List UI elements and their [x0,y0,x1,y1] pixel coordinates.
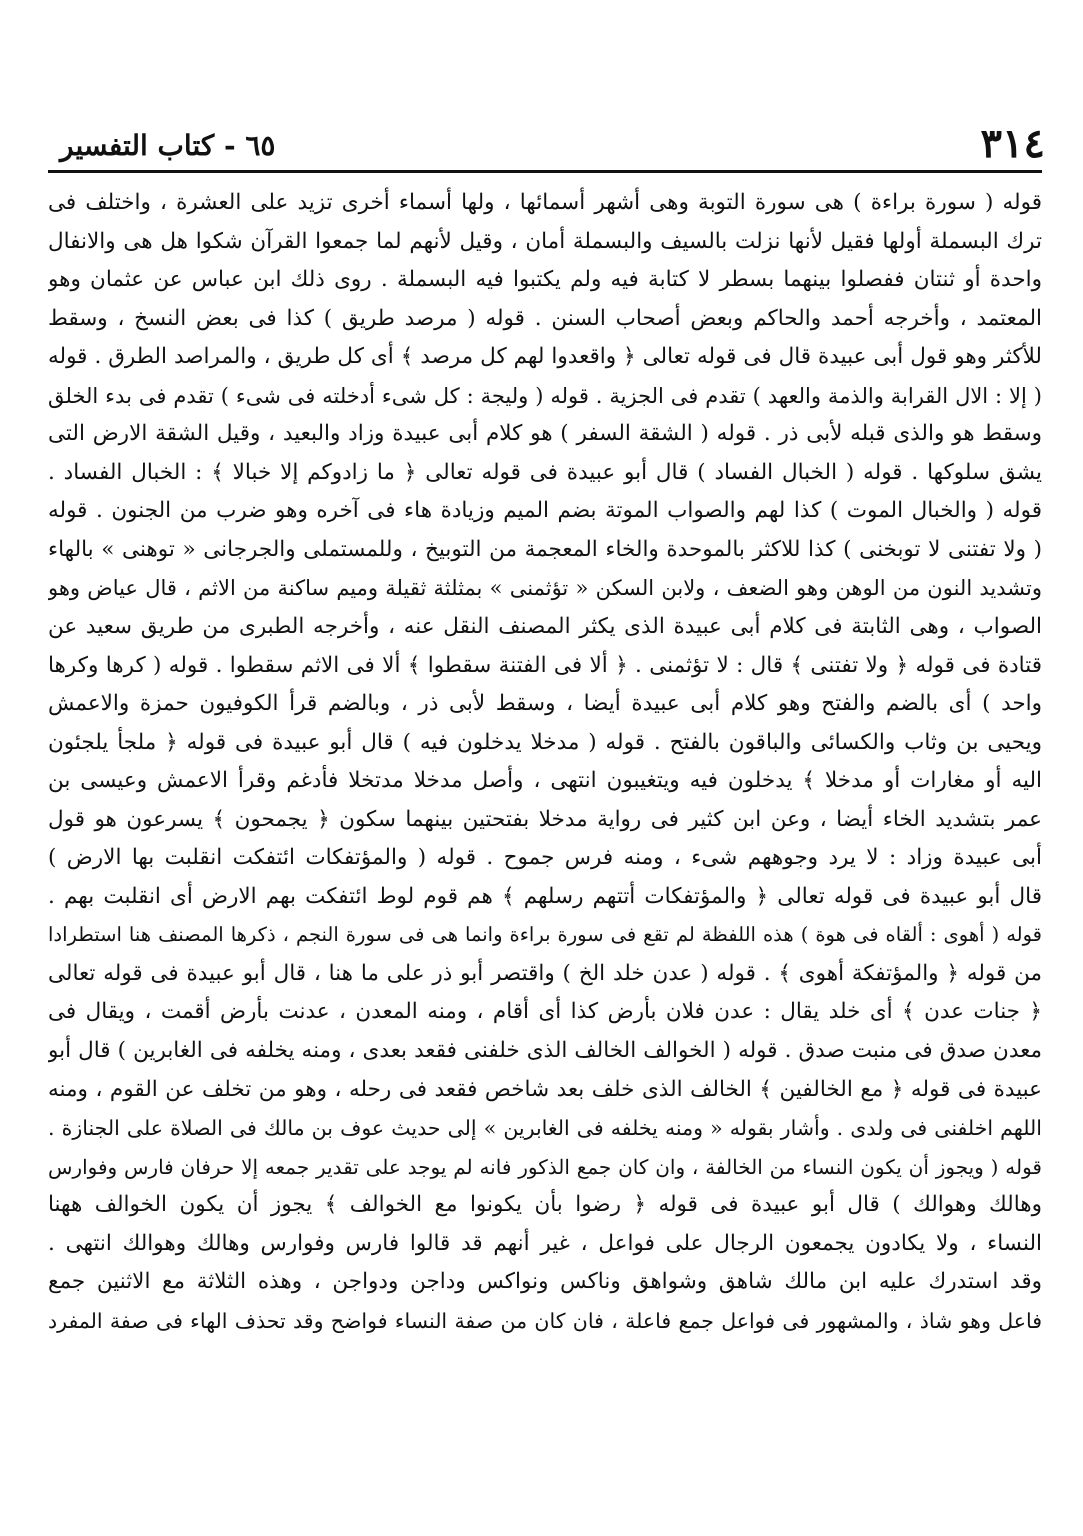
text-line: ترك البسملة أولها فقيل لأنها نزلت بالسيف والبسملة أمان ، وقيل لأنهم لما جمعوا القرآن شكوا هل هى والانفال [48,228,1042,254]
text-line: وسقط هو والذى قبله لأبى ذر . قوله ( الشقة السفر ) هو كلام أبى عبيدة وزاد والبعيد ، وقيل الشقة الارض التى [48,421,1042,447]
text-line: عمر بتشديد الخاء أيضا ، وعن ابن كثير فى رواية مدخلا بفتحتين بينهما سكون ﴿ يجمحون ﴾ يسرعون هو قول [48,806,1042,832]
text-line: عبيدة فى قوله ﴿ مع الخالفين ﴾ الخالف الذى خلف بعد شاخص فقعد فى رحله ، وهو من تخلف عن القوم ، ومنه [48,1076,1042,1102]
text-line: النساء ، ولا يكادون يجمعون الرجال على فواعل ، غير أنهم قد قالوا فارس وفوارس وهالك وهوالك انتهى . [48,1230,1042,1256]
text-line: اللهم اخلفنى فى ولدى . وأشار بقوله « ومنه يخلفه فى الغابرين » إلى حديث عوف بن مالك فى الصلاة على الجنازة . [48,1116,1042,1141]
page-header [60,118,1045,174]
text-line: ويحيى بن وثاب والكسائى والباقون بالفتح . قوله ( مدخلا يدخلون فيه ) قال أبو عبيدة فى قوله ﴿ ملجأ يلجئون [48,729,1042,755]
text-line: قوله ( سورة براءة ) هى سورة التوبة وهى أشهر أسمائها ، ولها أسماء أخرى تزيد على العشرة ، واختلف فى [48,190,1042,215]
page-number: ٣١٤ [980,120,1045,167]
text-line: واحد ) أى بالضم والفتح وهو كلام أبى عبيدة أيضا ، وسقط لأبى ذر ، وبالضم قرأ الكوفيون حمزة والاعمش [48,691,1042,717]
text-line: قال أبو عبيدة فى قوله تعالى ﴿ والمؤتفكات أتتهم رسلهم ﴾ هم قوم لوط ائتفكت بهم الارض أى انقلبت بهم . [48,883,1042,909]
header-divider [48,170,1042,173]
text-line: وهالك وهوالك ) قال أبو عبيدة فى قوله ﴿ رضوا بأن يكونوا مع الخوالف ﴾ يجوز أن يكون الخوالف ههنا [48,1192,1042,1218]
running-title: ٦٥ - كتاب التفسير [60,129,276,162]
text-line: الصواب ، وهى الثابتة فى كلام أبى عبيدة الذى يكثر المصنف النقل عنه ، وأخرجه الطبرى من طريق سعيد عن [48,614,1042,640]
text-line: قوله ( أهوى : ألقاه فى هوة ) هذه اللفظة لم تقع فى سورة براءة وانما هى فى سورة النجم ، ذكرها المصنف هنا استطرادا [48,923,1042,947]
text-line: اليه أو مغارات أو مدخلا ﴾ يدخلون فيه ويتغيبون انتهى ، وأصل مدخلا مدتخلا فأدغم وقرأ الاعمش وعيسى بن [48,768,1042,794]
text-line: ( ولا تفتنى لا توبخنى ) كذا للاكثر بالموحدة والخاء المعجمة من التوبيخ ، وللمستملى والجرجانى « توهنى » بالهاء [48,536,1042,562]
text-line: قوله ( ويجوز أن يكون النساء من الخالفة ، وان كان جمع الذكور فانه لم يوجد على تقدير جمعه إلا حرفان فارس وفوارس [48,1154,1042,1179]
text-line: واحدة أو ثنتان ففصلوا بينهما بسطر لا كتابة فيه ولم يكتبوا فيه البسملة . روى ذلك ابن عباس عن عثمان وهو [48,267,1042,293]
text-line: وتشديد النون من الوهن وهو الضعف ، ولابن السكن « تؤثمنى » بمثلثة ثقيلة وميم ساكنة من الاثم ، قال عياض وهو [48,576,1042,601]
text-line: قوله ( والخبال الموت ) كذا لهم والصواب الموتة بضم الميم وزيادة هاء فى آخره وهو ضرب من الجنون . قوله [48,498,1042,524]
text-line: المعتمد ، وأخرجه أحمد والحاكم وبعض أصحاب السنن . قوله ( مرصد طريق ) كذا فى بعض النسخ ، وسقط [48,305,1042,331]
text-line: قتادة فى قوله ﴿ ولا تفتنى ﴾ قال : لا تؤثمنى . ﴿ ألا فى الفتنة سقطوا ﴾ ألا فى الاثم سقطوا . قوله ( كرها وكرها [48,652,1042,678]
text-line: معدن صدق فى منبت صدق . قوله ( الخوالف الخالف الذى خلفنى فقعد بعدى ، ومنه يخلفه فى الغابرين ) قال أبو [48,1038,1042,1064]
text-line: يشق سلوكها . قوله ( الخبال الفساد ) قال أبو عبيدة فى قوله تعالى ﴿ ما زادوكم إلا خبالا ﴾ : الخبال الفساد . [48,459,1042,485]
text-line: ﴿ جنات عدن ﴾ أى خلد يقال : عدن فلان بأرض كذا أى أقام ، ومنه المعدن ، عدنت بأرض أقمت ، ويقال فى [48,999,1042,1025]
text-line: للأكثر وهو قول أبى عبيدة قال فى قوله تعالى ﴿ واقعدوا لهم كل مرصد ﴾ أى كل طريق ، والمراصد الطرق . قوله [48,344,1042,370]
text-line: من قوله ﴿ والمؤتفكة أهوى ﴾ . قوله ( عدن خلد الخ ) واقتصر أبو ذر على ما هنا ، قال أبو عبيدة فى قوله تعالى [48,960,1042,986]
text-line: ( إلا : الال القرابة والذمة والعهد ) تقدم فى الجزية . قوله ( وليجة : كل شىء أدخلته فى شىء ) تقدم فى بدء الخلق [48,383,1042,408]
text-line: فاعل وهو شاذ ، والمشهور فى فواعل جمع فاعلة ، فان كان من صفة النساء فواضح وقد تحذف الهاء فى صفة المفرد [48,1308,1042,1333]
text-line: وقد استدرك عليه ابن مالك شاهق وشواهق وناكس ونواكس وداجن ودواجن ، وهذه الثلاثة مع الاثنين جمع [48,1269,1042,1295]
commentary-text [48,184,1042,1340]
text-line: أبى عبيدة وزاد : لا يرد وجوههم شىء ، ومنه فرس جموح . قوله ( والمؤتفكات ائتفكت انقلبت بها الارض ) [48,845,1042,871]
